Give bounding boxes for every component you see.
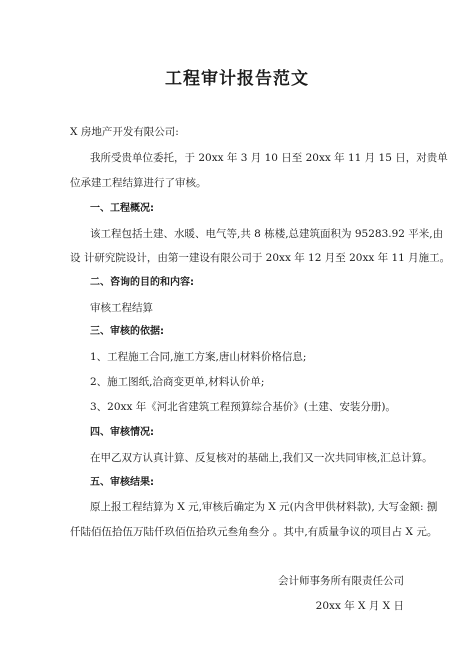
section-5-heading: 五、审核结果: — [90, 477, 154, 488]
signature-company: 会计师事务所有限责任公司 — [278, 575, 404, 587]
section-2-body: 审核工程结算 — [90, 302, 153, 314]
section-3-heading: 三、审核的依据: — [90, 326, 164, 337]
section-1-line-1: 该工程包括土建、水暖、电气等,共 8 栋楼,总建筑面积为 95283.92 平米,由 — [90, 228, 444, 240]
section-1-line-2: 设 计研究院设计，由第一建设有限公司于 20xx 年 12 月至 20xx 年 11 月施工。 — [70, 252, 451, 264]
salutation: X 房地产开发有限公司: — [70, 126, 179, 138]
section-2-heading: 二、咨询的目的和内容: — [90, 277, 194, 288]
section-4-body: 在甲乙双方认真计算、反复核对的基础上,我们又一次共同审核,汇总计算。 — [90, 452, 433, 464]
section-5-line-2: 仟陆佰伍拾伍万陆仟玖佰伍拾玖元叁角叁分 。其中,有质量争议的项目占 X 元。 — [70, 526, 438, 538]
document-title: 工程审计报告范文 — [165, 69, 309, 89]
intro-line-1: 我所受贵单位委托，于 20xx 年 3 月 10 日至 20xx 年 11 月 15 日，对贵单 — [90, 152, 448, 164]
basis-item-1: 1、工程施工合同,施工方案,唐山材料价格信息; — [90, 351, 307, 363]
intro-line-2: 位承建工程结算进行了审核。 — [70, 177, 207, 189]
section-4-heading: 四、审核情况: — [90, 427, 154, 438]
basis-item-3: 3、20xx 年《河北省建筑工程预算综合基价》(土建、安装分册)。 — [90, 401, 396, 413]
basis-item-2: 2、施工图纸,洽商变更单,材料认价单; — [90, 376, 265, 388]
signature-date: 20xx 年 X 月 X 日 — [315, 600, 404, 612]
section-5-line-1: 原上报工程结算为 X 元,审核后确定为 X 元(内含甲供材料款), 大写金额: 捌 — [90, 501, 438, 513]
section-1-heading: 一、工程概况: — [90, 203, 154, 214]
